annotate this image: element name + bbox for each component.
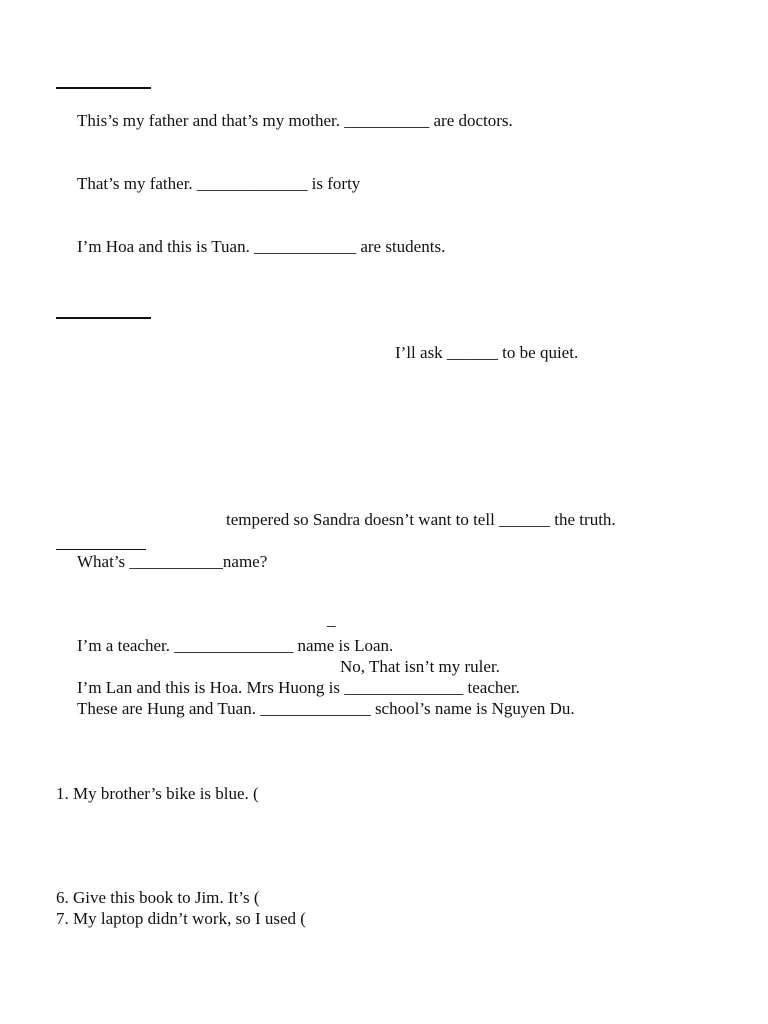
exercise-2-sentence-1: I’ll ask ______ to be quiet. [395, 343, 579, 362]
exercise-3-sentence-1: What’s ___________name? [77, 552, 268, 571]
exercise-1-sentence-2: That’s my father. _____________ is forty [77, 174, 361, 193]
exercise-3-sentence-5: These are Hung and Tuan. _____________ school’s name is Nguyen Du. [77, 699, 575, 718]
section-2-heading-rule [56, 317, 151, 319]
exercise-4-item-7: 7. My laptop didn’t work, so I used ( [56, 909, 306, 928]
exercise-1-sentence-3: I’m Hoa and this is Tuan. ____________ are students. [77, 237, 446, 256]
exercise-3-sentence-2: I’m a teacher. ______________ name is Loan. [77, 636, 394, 655]
exercise-4-item-1: 1. My brother’s bike is blue. ( [56, 784, 259, 803]
exercise-1-sentence-1: This’s my father and that’s my mother. __________ are doctors. [77, 111, 513, 130]
exercise-3-sentence-3: No, That isn’t my ruler. [340, 657, 500, 676]
exercise-4-item-6: 6. Give this book to Jim. It’s ( [56, 888, 260, 907]
section-1-heading-rule [56, 87, 151, 89]
exercise-3-sentence-4: I’m Lan and this is Hoa. Mrs Huong is ______________ teacher. [77, 678, 520, 697]
exercise-2-sentence-2: tempered so Sandra doesn’t want to tell ______ the truth. [226, 510, 616, 529]
stray-dash: _ [327, 610, 336, 629]
section-3-heading-rule [56, 549, 146, 550]
